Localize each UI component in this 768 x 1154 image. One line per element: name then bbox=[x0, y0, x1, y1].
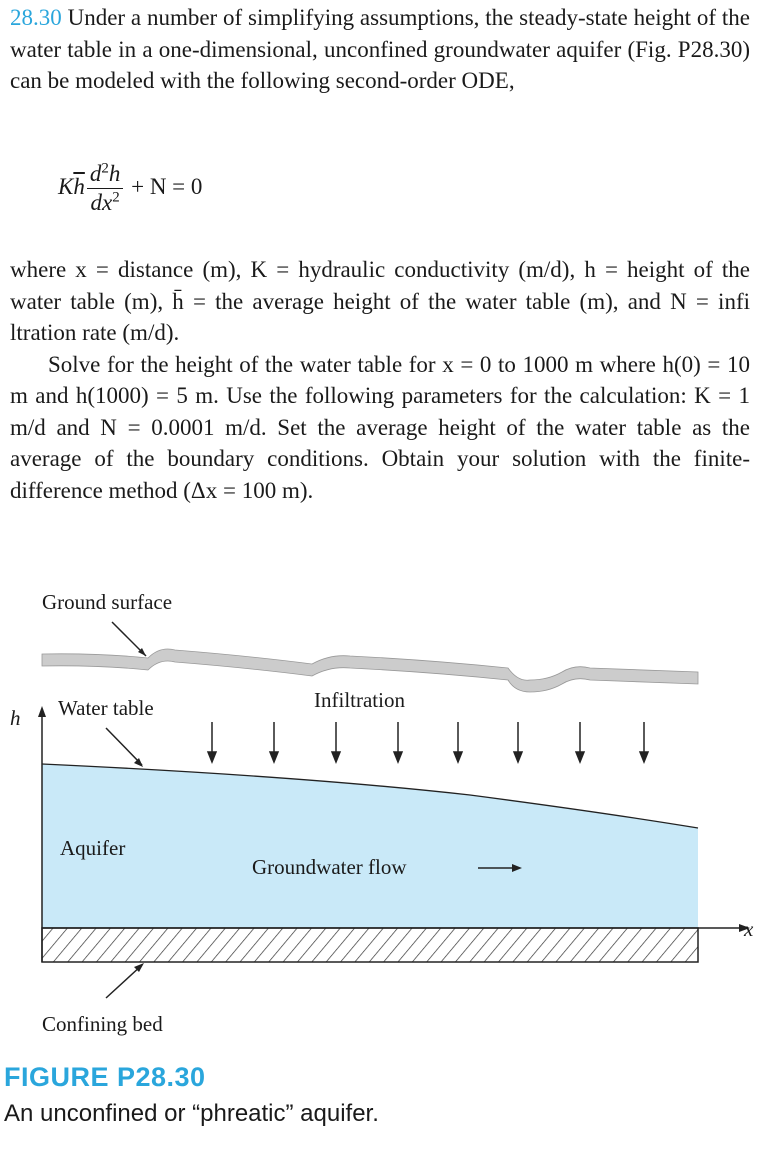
ground-surface-label: Ground surface bbox=[42, 590, 173, 614]
h-axis-label: h bbox=[10, 706, 21, 730]
ground-surface-band bbox=[42, 649, 698, 692]
x-axis-label: x bbox=[744, 917, 754, 941]
where-text: where x = distance (m), K = hydraulic conductivity (m/d), h = height of the water table (m), h̄ = the average height of the water table (m), and N = infi ltration rate (m/d). bbox=[10, 257, 750, 345]
eq-hbar: $\overline{h}$ bbox=[73, 173, 85, 199]
eq-numer-d: d bbox=[89, 161, 102, 186]
groundwater-flow-label: Groundwater flow bbox=[252, 855, 407, 879]
eq-denom-sup: 2 bbox=[112, 189, 120, 206]
eq-rest: + N = 0 bbox=[131, 173, 203, 199]
water-table-pointer-head bbox=[134, 758, 143, 767]
eq-numer-sup: 2 bbox=[101, 160, 109, 177]
eq-numer-var: h bbox=[108, 161, 121, 186]
infiltration-arrows bbox=[208, 722, 648, 762]
eq-coef: K bbox=[58, 173, 74, 199]
confining-pointer bbox=[106, 965, 142, 998]
aquifer-figure bbox=[0, 580, 768, 1050]
eq-fraction bbox=[87, 160, 124, 217]
problem-number: 28.30 bbox=[10, 5, 62, 30]
confining-bed-label: Confining bed bbox=[42, 1012, 163, 1036]
problem-statement bbox=[10, 2, 750, 97]
h-axis-arrow bbox=[38, 706, 46, 717]
infiltration-label: Infiltration bbox=[314, 688, 405, 712]
problem-intro bbox=[10, 2, 750, 97]
confining-bed bbox=[42, 928, 698, 962]
solve-text: Solve for the height of the water table for x = 0 to 1000 m where h(0) = 10 m and h(1000) = 5 m. Use the following parameters for the calculation: K = 1 m/d and N = 0.0001 m/d. Set the average height of the water table as the average of the boundary conditions. Obtain your solution with the finite-difference method (Δx = 100 m). bbox=[10, 351, 750, 503]
intro-text: Under a number of simplifying assumptions, the steady-state height of the water table in a one-dimensional, unconfined groundwater aquifer (Fig. P28.30) can be modeled with the following second-order ODE, bbox=[10, 5, 751, 93]
problem-body bbox=[10, 254, 750, 506]
ode-equation bbox=[58, 160, 202, 217]
figure-caption-title: FIGURE P28.30 bbox=[4, 1062, 206, 1092]
eq-denom: dx bbox=[90, 190, 113, 215]
aquifer-label: Aquifer bbox=[60, 836, 126, 860]
figure-caption-text: An unconfined or “phreatic” aquifer. bbox=[4, 1100, 379, 1127]
water-table-label: Water table bbox=[58, 696, 154, 720]
aquifer-fill bbox=[42, 764, 698, 928]
water-table-pointer bbox=[106, 728, 142, 765]
